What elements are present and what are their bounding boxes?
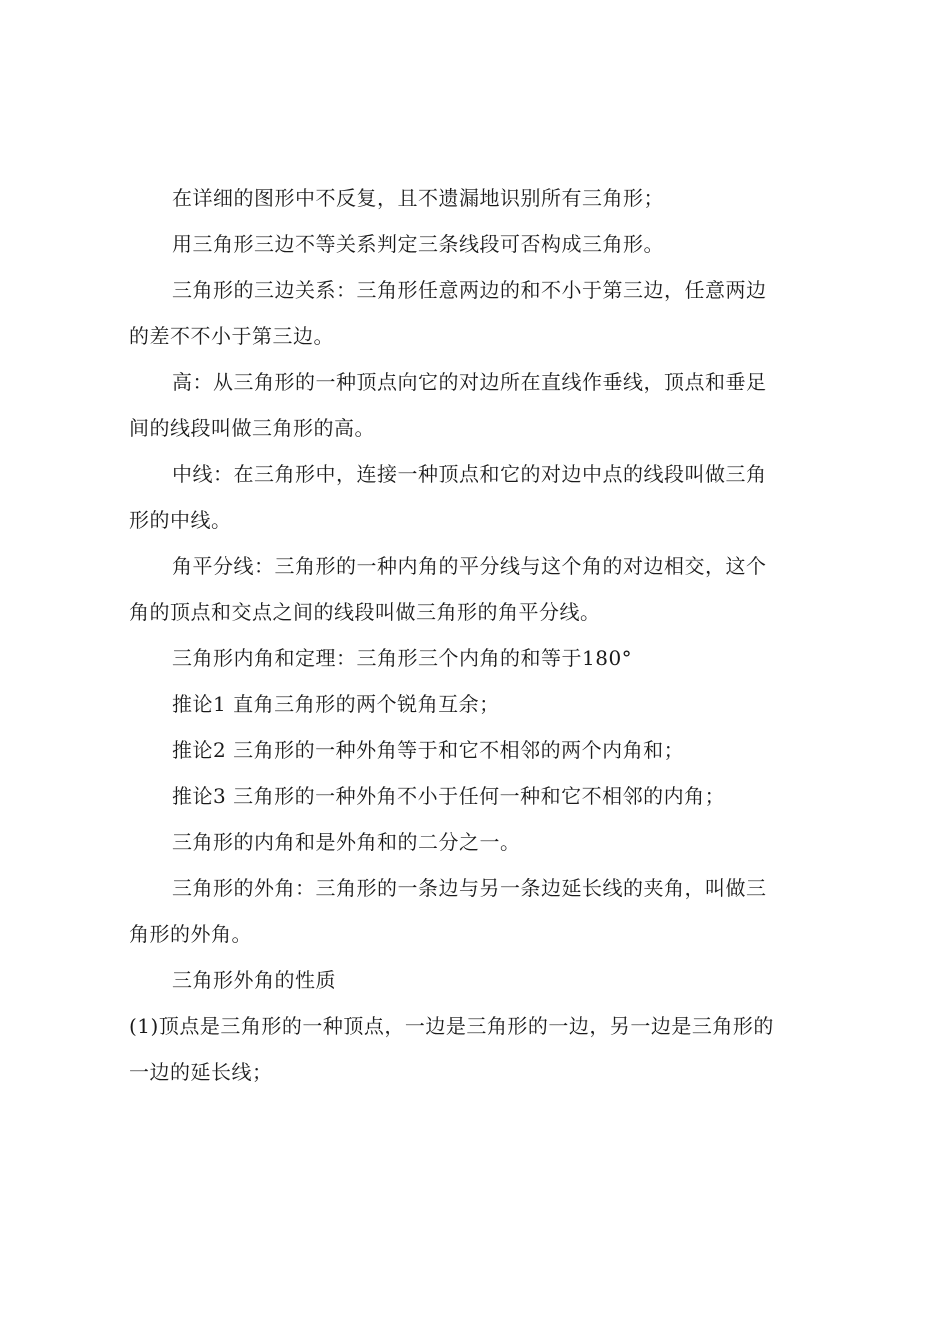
paragraph-angle-bisector-cont: 角的顶点和交点之间的线段叫做三角形的角平分线。 — [129, 600, 601, 624]
paragraph-triangle-inequality-check: 用三角形三边不等关系判定三条线段可否构成三角形。 — [172, 232, 664, 256]
paragraph-interior-exterior-sum: 三角形的内角和是外角和的二分之一。 — [172, 830, 521, 854]
paragraph-corollary-3: 推论3 三角形的一种外角不小于任何一种和它不相邻的内角； — [172, 784, 726, 808]
paragraph-corollary-2: 推论2 三角形的一种外角等于和它不相邻的两个内角和； — [172, 738, 685, 762]
paragraph-median: 中线：在三角形中，连接一种顶点和它的对边中点的线段叫做三角 — [172, 462, 767, 486]
paragraph-exterior-angle: 三角形的外角：三角形的一条边与另一条边延长线的夹角，叫做三 — [172, 876, 767, 900]
paragraph-angle-sum-theorem: 三角形内角和定理：三角形三个内角的和等于180° — [172, 646, 633, 670]
paragraph-property-1: (1)顶点是三角形的一种顶点，一边是三角形的一边，另一边是三角形的 — [129, 1014, 774, 1038]
paragraph-exterior-angle-cont: 角形的外角。 — [129, 922, 252, 946]
paragraph-exterior-angle-properties: 三角形外角的性质 — [172, 968, 336, 992]
paragraph-identify-triangles: 在详细的图形中不反复，且不遗漏地识别所有三角形； — [172, 186, 664, 210]
paragraph-altitude: 高：从三角形的一种顶点向它的对边所在直线作垂线，顶点和垂足 — [172, 370, 767, 394]
paragraph-corollary-1: 推论1 直角三角形的两个锐角互余； — [172, 692, 500, 716]
paragraph-median-cont: 形的中线。 — [129, 508, 232, 532]
document-body — [129, 185, 834, 1085]
paragraph-altitude-cont: 间的线段叫做三角形的高。 — [129, 416, 375, 440]
paragraph-three-sides-relation: 三角形的三边关系：三角形任意两边的和不小于第三边，任意两边 — [172, 278, 767, 302]
paragraph-property-1-cont: 一边的延长线； — [129, 1060, 273, 1084]
paragraph-angle-bisector: 角平分线：三角形的一种内角的平分线与这个角的对边相交，这个 — [172, 554, 767, 578]
paragraph-three-sides-relation-cont: 的差不不小于第三边。 — [129, 324, 334, 348]
